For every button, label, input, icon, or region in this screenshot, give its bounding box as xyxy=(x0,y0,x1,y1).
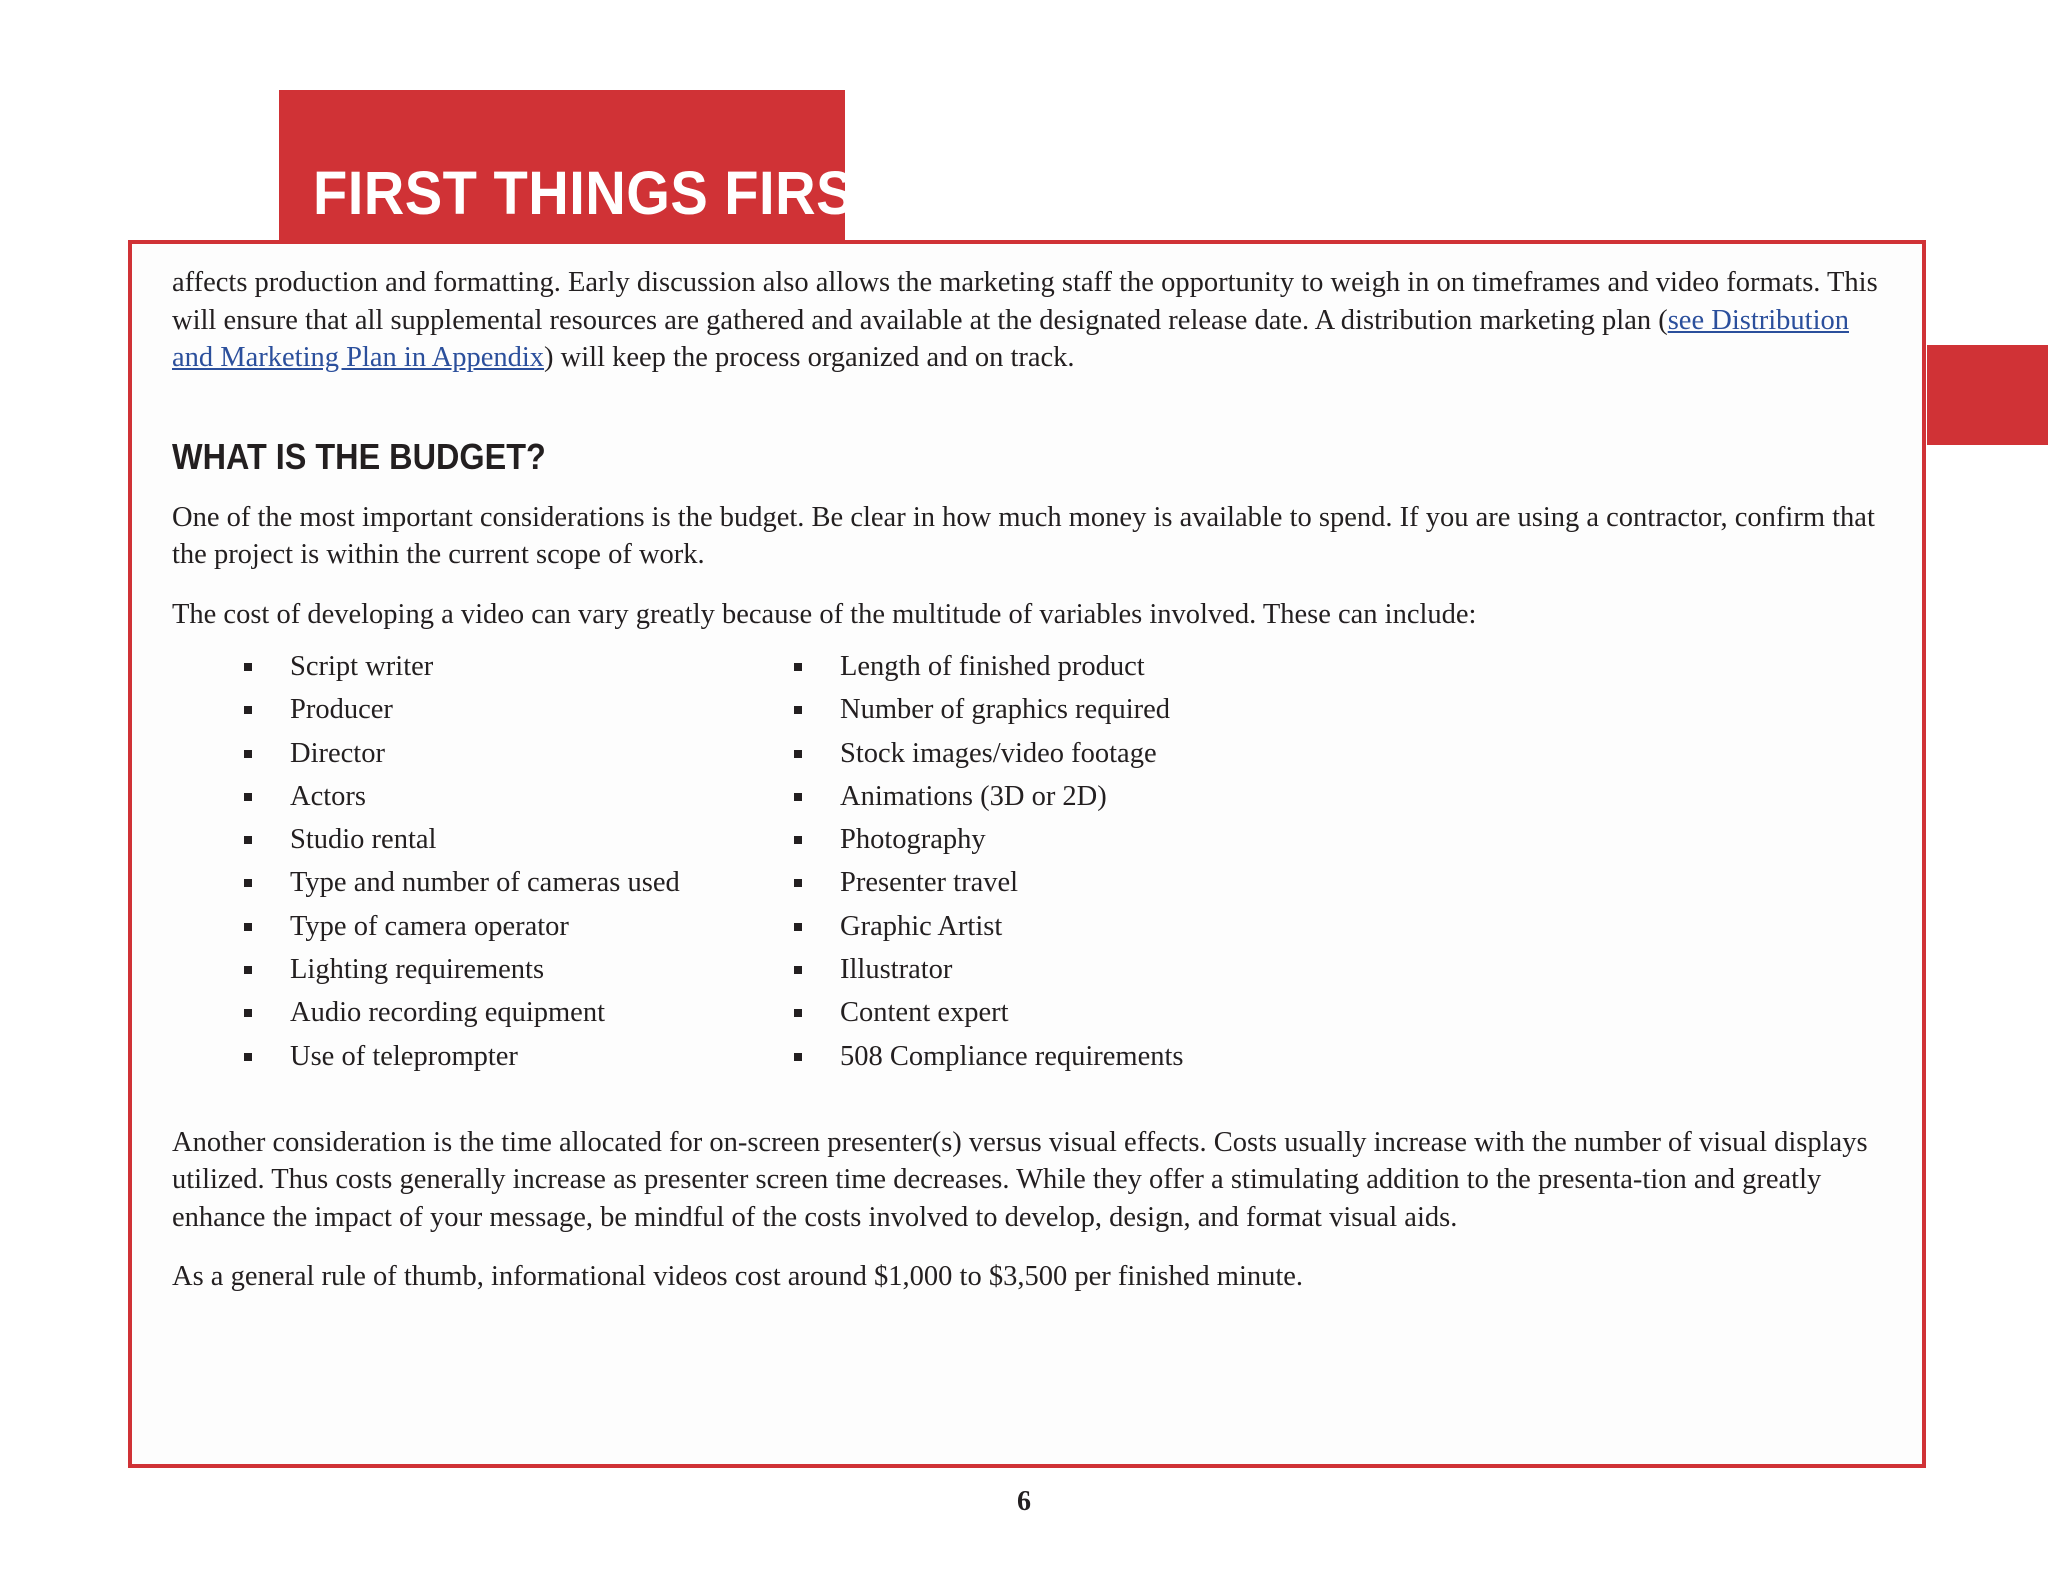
budget-paragraph-1: One of the most important considerations is the budget. Be clear in how much money is available to spend. If you are using a contractor, confirm that the project is within the current scope of work. xyxy=(172,501,1875,570)
list-item: Graphic Artist xyxy=(794,905,1344,948)
content-box xyxy=(128,240,1926,1468)
page-number: 6 xyxy=(1017,1486,1031,1517)
list-item: Content expert xyxy=(794,991,1344,1034)
list-item: Type of camera operator xyxy=(244,905,794,948)
content-inner xyxy=(172,264,1892,1296)
budget-paragraph-2: The cost of developing a video can vary greatly because of the multitude of variables involved. These can include: xyxy=(172,598,1477,630)
budget-paragraph-4: As a general rule of thumb, informational videos cost around $1,000 to $3,500 per finished minute. xyxy=(172,1261,1304,1293)
list-item: Length of finished product xyxy=(794,645,1344,688)
intro-paragraph xyxy=(172,264,1892,377)
list-item: Type and number of cameras used xyxy=(244,861,794,904)
list-item: Number of graphics required xyxy=(794,688,1344,731)
cost-variables-lists xyxy=(172,645,1892,1078)
list-item: Photography xyxy=(794,818,1344,861)
list-item: Presenter travel xyxy=(794,861,1344,904)
list-item: Illustrator xyxy=(794,948,1344,991)
list-item: Script writer xyxy=(244,645,794,688)
list-item: Animations (3D or 2D) xyxy=(794,775,1344,818)
section-header-tab xyxy=(279,90,889,242)
side-page-tab xyxy=(1927,345,2048,445)
intro-text-end: ) will keep the process organized and on track. xyxy=(544,342,1075,373)
list-item: Actors xyxy=(244,775,794,818)
intro-text: affects production and formatting. Early discussion also allows the marketing staff the opportunity to weigh in on timeframes and video formats. This will ensure that all supplemental resources are gathered and available at the designated release date. A distribution marketing plan ( xyxy=(172,267,1878,336)
list-item: 508 Compliance requirements xyxy=(794,1035,1344,1078)
list-item: Lighting requirements xyxy=(244,948,794,991)
budget-heading: WHAT IS THE BUDGET? xyxy=(172,435,546,477)
appendix-link[interactable]: see Distribution and Marketing Plan in Appendix xyxy=(172,304,1849,373)
list-item: Audio recording equipment xyxy=(244,991,794,1034)
cost-variables-list-right xyxy=(794,645,1344,1078)
cost-variables-list-left xyxy=(244,645,794,1078)
section-title: FIRST THINGS FIRST xyxy=(313,159,889,227)
list-item: Studio rental xyxy=(244,818,794,861)
budget-paragraph-3: Another consideration is the time allocated for on-screen presenter(s) versus visual effects. Costs usually increase with the number of visual displays utilized. Thus costs generally increase as presenter screen time decreases. While they offer a stimulating addition to the presenta-tion and greatly enhance the impact of your message, be mindful of the costs involved to develop, design, and format visual aids. xyxy=(172,1126,1868,1233)
list-item: Use of teleprompter xyxy=(244,1035,794,1078)
list-item: Producer xyxy=(244,688,794,731)
list-item: Stock images/video footage xyxy=(794,732,1344,775)
list-item: Director xyxy=(244,732,794,775)
